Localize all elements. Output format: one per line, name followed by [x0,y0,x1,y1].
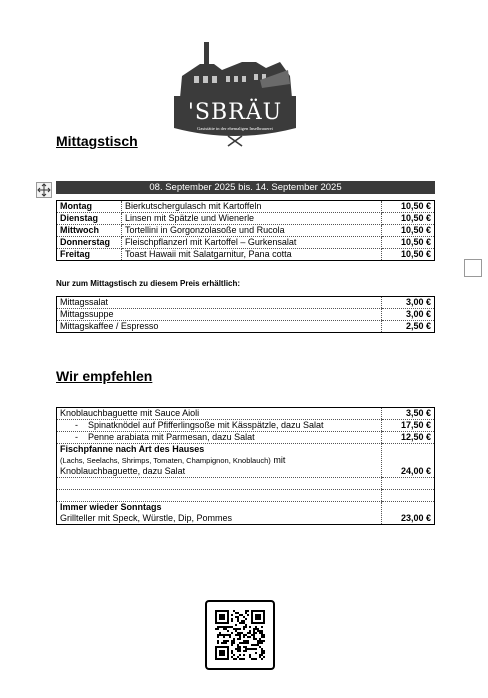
price-cell: 12,50 € [382,432,435,444]
rec-item-text: Penne arabiata mit Parmesan, dazu Salat [88,432,255,442]
empty-cell [57,490,382,502]
table-row [57,201,435,213]
table-row [57,420,435,432]
empty-cell [57,478,382,490]
weekday-cell: Donnerstag [57,237,122,249]
extra-item-cell: Mittagskaffee / Espresso [60,321,159,331]
empty-price-cell [382,478,435,490]
heading-mittagstisch: Mittagstisch [56,133,138,149]
recommendations-table [56,407,435,525]
rec-item-text: Knoblauchbaguette, dazu Salat [60,466,186,476]
weekday-cell: Montag [57,201,122,213]
lunch-only-note: Nur zum Mittagstisch zu diesem Preis erhältlich: [56,279,241,288]
weekday-cell: Freitag [57,249,122,261]
table-row [57,225,435,237]
table-row-empty [57,490,435,502]
dish-cell: Linsen mit Spätzle und Wienerle [122,213,382,225]
rec-item-cell [57,420,382,432]
table-row [57,213,435,225]
price-cell: 3,00 € [382,309,435,321]
dish-cell: Bierkutschergulasch mit Kartoffeln [122,201,382,213]
logo-tagline: Gaststätte in der ehemaligen Inselbrauerei [197,126,273,131]
weekday-cell: Dienstag [57,213,122,225]
qr-code-pattern [207,602,273,668]
table-row [57,321,435,333]
rec-item-cell [57,502,382,525]
extra-item-cell: Mittagssuppe [57,309,382,321]
rec-item-title: Fischpfanne nach Art des Hauses [60,444,205,454]
table-row [57,309,435,321]
week-range-bar: 08. September 2025 bis. 14. September 2025 [56,181,435,194]
dish-cell: Toast Hawaii mit Salatgarnitur, Pana cotta [122,249,382,261]
price-cell: 10,50 € [382,237,435,249]
rec-item-detail-line [60,455,378,466]
dish-cell: Fleischpflanzerl mit Kartoffel – Gurkensalat [122,237,382,249]
table-row [57,408,435,420]
rec-item-cell [57,432,382,444]
price-cell: 23,00 € [382,502,435,525]
empty-price-cell [382,490,435,502]
price-cell: 3,00 € [382,297,435,309]
rec-item-cell [57,444,382,478]
weekday-menu-table [56,200,435,261]
bullet-dash: - [75,420,78,430]
rec-item-cell: Knoblauchbaguette mit Sauce Aioli [57,408,382,420]
rec-item-text: Spinatknödel auf Pfifferlingsoße mit Kässpätzle, dazu Salat [88,420,324,430]
logo-brand-text: 'SBRÄU [187,100,283,125]
price-cell: 10,50 € [382,225,435,237]
price-cell: 3,50 € [382,408,435,420]
qr-code [205,600,275,670]
table-row [57,297,435,309]
table-row [57,502,435,525]
extras-table [56,296,435,333]
table-row [57,432,435,444]
table-move-handle-icon[interactable] [36,182,52,198]
extra-item-cell: Mittagssalat [57,297,382,309]
price-cell: 17,50 € [382,420,435,432]
sbraeu-logo [170,40,300,148]
price-cell: 24,00 € [382,444,435,478]
table-row [57,237,435,249]
price-cell: 10,50 € [382,201,435,213]
rec-item-title: Immer wieder Sonntags [60,502,162,512]
side-handle-box[interactable] [464,259,482,277]
heading-wir-empfehlen: Wir empfehlen [56,368,153,384]
bullet-dash: - [75,432,78,442]
table-row-empty [57,478,435,490]
price-cell: 10,50 € [400,249,431,259]
rec-item-text: Grillteller mit Speck, Würstle, Dip, Pommes [60,513,233,523]
rec-item-detail: (Lachs, Seelachs, Shrimps, Tomaten, Champignon, Knoblauch) [60,456,271,465]
price-cell: 10,50 € [382,213,435,225]
weekday-cell: Mittwoch [57,225,122,237]
price-cell: 2,50 € [382,321,435,333]
rec-item-detail-tail: mit [273,455,286,465]
table-row [57,249,435,261]
dish-cell: Tortellini in Gorgonzolasoße und Rucola [122,225,382,237]
table-row [57,444,435,478]
